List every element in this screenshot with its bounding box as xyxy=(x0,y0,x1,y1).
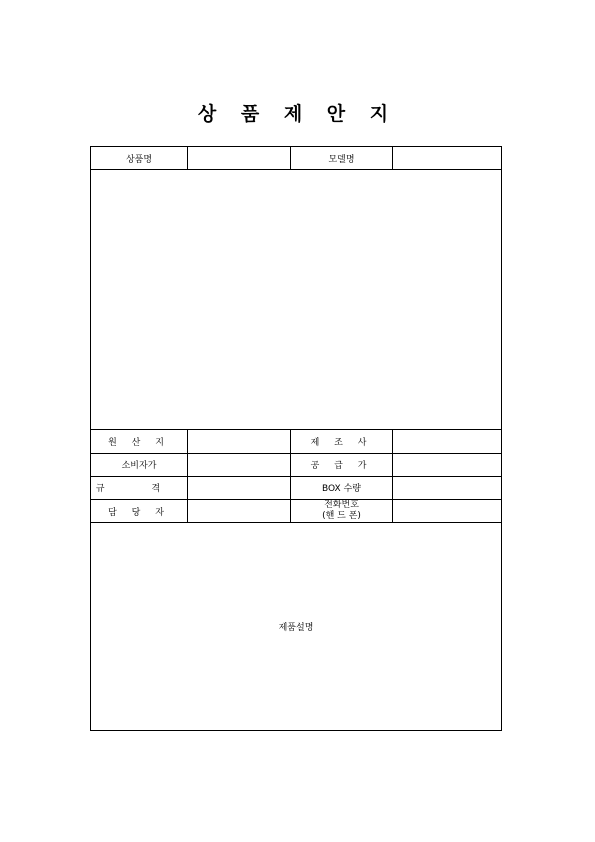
product-proposal-form xyxy=(90,146,502,731)
origin-label: 원 산 지 xyxy=(91,430,188,453)
image-row xyxy=(91,170,502,430)
price-row xyxy=(91,453,502,476)
model-name-label: 모델명 xyxy=(291,147,393,170)
description-label: 제품설명 xyxy=(278,623,314,634)
box-qty-field[interactable] xyxy=(393,476,502,499)
manufacturer-field[interactable] xyxy=(393,430,502,453)
retail-price-label: 소비자가 xyxy=(91,453,188,476)
phone-label xyxy=(291,499,393,522)
phone-field[interactable] xyxy=(393,499,502,522)
box-qty-label: BOX 수량 xyxy=(291,476,393,499)
origin-field[interactable] xyxy=(188,430,291,453)
description-row xyxy=(91,523,502,731)
manager-field[interactable] xyxy=(188,499,291,522)
description-area[interactable] xyxy=(91,523,502,731)
manufacturer-label: 제 조 사 xyxy=(291,430,393,453)
supply-price-label: 공 급 가 xyxy=(291,453,393,476)
product-row xyxy=(91,147,502,170)
origin-row xyxy=(91,430,502,453)
manager-row xyxy=(91,499,502,522)
product-image-area[interactable] xyxy=(91,170,502,430)
phone-label-line2: (핸 드 폰) xyxy=(322,511,361,522)
retail-price-field[interactable] xyxy=(188,453,291,476)
manager-label: 담 당 자 xyxy=(91,499,188,522)
product-name-label: 상품명 xyxy=(91,147,188,170)
spec-row xyxy=(91,476,502,499)
spec-field[interactable] xyxy=(188,476,291,499)
product-name-field[interactable] xyxy=(188,147,291,170)
page-title: 상 품 제 안 지 xyxy=(197,103,398,125)
supply-price-field[interactable] xyxy=(393,453,502,476)
model-name-field[interactable] xyxy=(393,147,502,170)
spec-label: 규 격 xyxy=(91,476,188,499)
phone-label-line1: 전화번호 xyxy=(324,500,359,511)
